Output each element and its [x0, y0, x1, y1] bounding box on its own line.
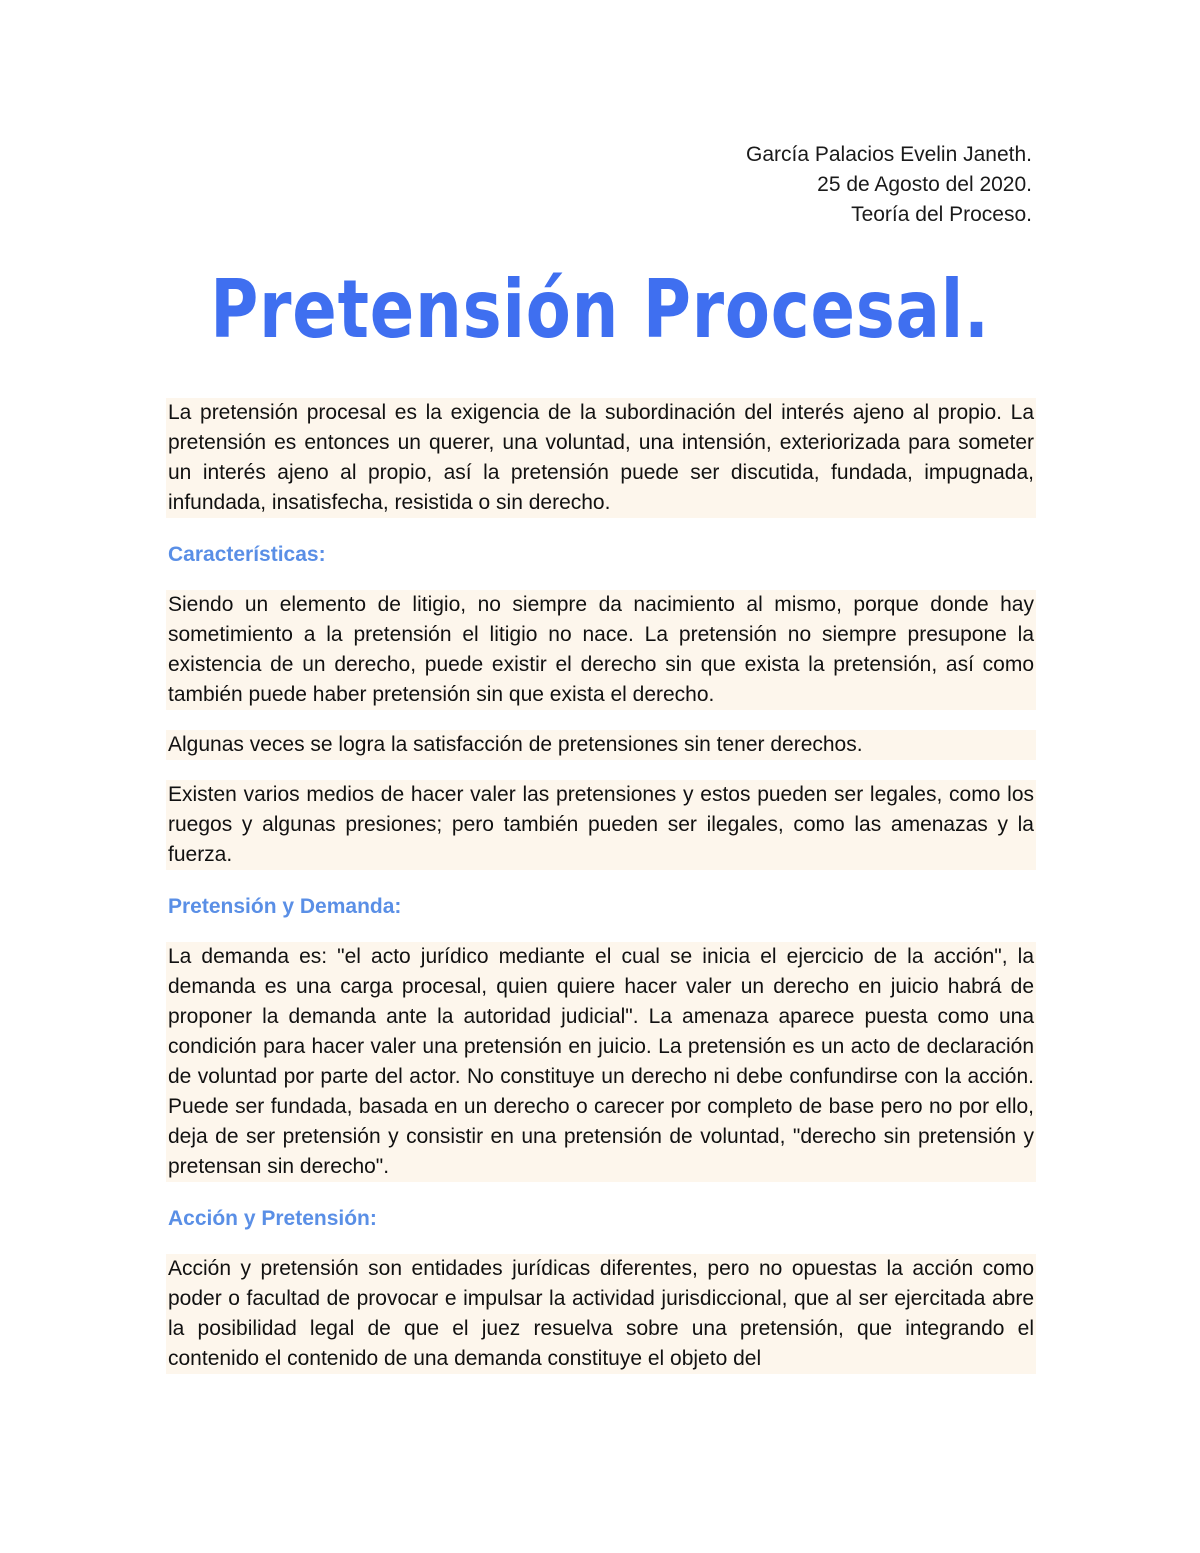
document-title: Pretensión Procesal.: [210, 263, 990, 356]
course-name: Teoría del Proceso.: [851, 203, 1032, 226]
author-name: García Palacios Evelin Janeth.: [746, 143, 1032, 166]
header-block: [746, 140, 1032, 230]
caracteristicas-paragraph-1: Siendo un elemento de litigio, no siempre da nacimiento al mismo, porque donde hay sometimiento a la pretensión el litigio no nace. La pretensión no siempre presupone la existencia de un derecho, puede existir el derecho sin que exista la pretensión, así como también puede haber pretensión sin que exista el derecho.: [166, 590, 1036, 710]
caracteristicas-paragraph-2: Algunas veces se logra la satisfacción de pretensiones sin tener derechos.: [166, 730, 1036, 760]
demanda-paragraph: La demanda es: "el acto jurídico mediante el cual se inicia el ejercicio de la acción", la demanda es una carga procesal, quien quiere hacer valer un derecho en juicio habrá de proponer la demanda ante la autoridad judicial". La amenaza aparece puesta como una condición para hacer valer una pretensión en juicio. La pretensión es un acto de declaración de voluntad por parte del actor. No constituye un derecho ni debe confundirse con la acción. Puede ser fundada, basada en un derecho o carecer por completo de base pero no por ello, deja de ser pretensión y consistir en una pretensión de voluntad, "derecho sin pretensión y pretensan sin derecho".: [166, 942, 1036, 1182]
heading-accion-pretension: Acción y Pretensión:: [168, 1207, 377, 1230]
document-date: 25 de Agosto del 2020.: [817, 173, 1032, 196]
document-body: [166, 398, 1036, 1374]
accion-paragraph: Acción y pretensión son entidades jurídicas diferentes, pero no opuestas la acción como poder o facultad de provocar e impulsar la actividad jurisdiccional, que al ser ejercitada abre la posibilidad legal de que el juez resuelva sobre una pretensión, que integrando el contenido el contenido de una demanda constituye el objeto del: [166, 1254, 1036, 1374]
heading-caracteristicas: Características:: [168, 543, 326, 566]
heading-pretension-demanda: Pretensión y Demanda:: [168, 895, 402, 918]
intro-paragraph: La pretensión procesal es la exigencia de la subordinación del interés ajeno al propio. La pretensión es entonces un querer, una voluntad, una intensión, exteriorizada para someter un interés ajeno al propio, así la pretensión puede ser discutida, fundada, impugnada, infundada, insatisfecha, resistida o sin derecho.: [166, 398, 1036, 518]
caracteristicas-paragraph-3: Existen varios medios de hacer valer las pretensiones y estos pueden ser legales, como los ruegos y algunas presiones; pero también pueden ser ilegales, como las amenazas y la fuerza.: [166, 780, 1036, 870]
